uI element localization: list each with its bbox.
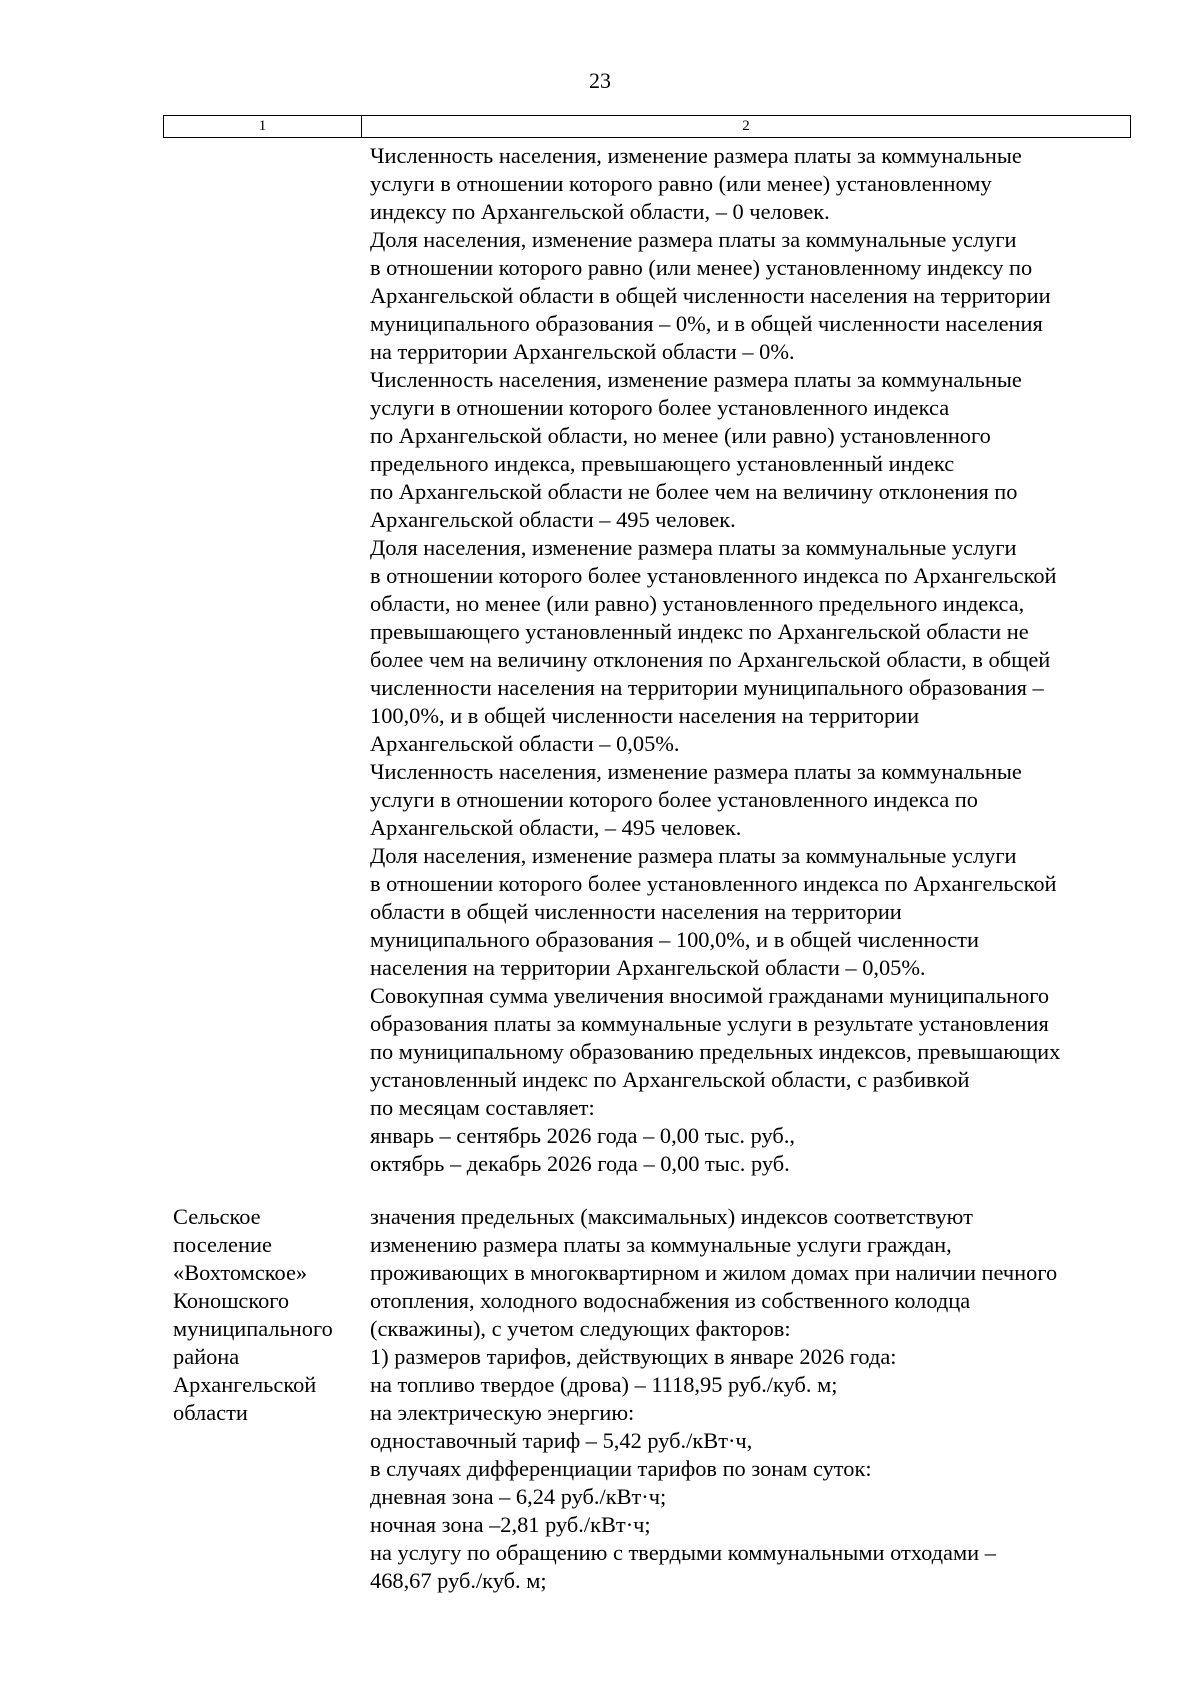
municipality-name-line: Архангельской [173, 1372, 317, 1397]
municipality-name-line: муниципального [173, 1316, 333, 1341]
text-line: изменению размера платы за коммунальные услуги граждан, [370, 1232, 952, 1257]
text-line: 1) размеров тарифов, действующих в январе 2026 года: [370, 1344, 897, 1369]
index-factors-text-block [370, 1203, 1130, 1595]
municipality-name-line: поселение [173, 1232, 272, 1257]
text-line: в отношении которого более установленного индекса по Архангельской [370, 871, 1057, 896]
municipality-name [173, 1203, 363, 1427]
text-line: численности населения на территории муниципального образования – [370, 675, 1044, 700]
text-line: на услугу по обращению с твердыми коммунальными отходами – [370, 1540, 996, 1565]
text-line: Численность населения, изменение размера платы за коммунальные [370, 759, 1022, 784]
text-line: в отношении которого более установленного индекса по Архангельской [370, 563, 1057, 588]
municipality-name-line: «Вохтомское» [173, 1260, 308, 1285]
text-line: Доля населения, изменение размера платы за коммунальные услуги [370, 227, 1017, 252]
text-line: установленный индекс по Архангельской области, с разбивкой [370, 1067, 970, 1092]
text-line: на территории Архангельской области – 0%. [370, 339, 795, 364]
text-line: январь – сентябрь 2026 года – 0,00 тыс. руб., [370, 1123, 796, 1148]
text-line: проживающих в многоквартирном и жилом домах при наличии печного [370, 1260, 1058, 1285]
text-line: области, но менее (или равно) установленного предельного индекса, [370, 591, 1025, 616]
text-line: дневная зона – 6,24 руб./кВт·ч; [370, 1484, 667, 1509]
text-line: индексу по Архангельской области, – 0 человек. [370, 199, 830, 224]
text-line: Архангельской области – 0,05%. [370, 731, 680, 756]
text-line: Архангельской области в общей численности населения на территории [370, 283, 1051, 308]
indicators-text-block [370, 142, 1130, 1178]
text-line: 100,0%, и в общей численности населения на территории [370, 703, 920, 728]
municipality-name-line: Сельское [173, 1204, 261, 1229]
table-header-col1: 1 [164, 116, 362, 137]
table-header-row [163, 115, 1131, 138]
text-line: услуги в отношении которого равно (или менее) установленному [370, 171, 992, 196]
text-line: 468,67 руб./куб. м; [370, 1568, 547, 1593]
page-number: 23 [589, 68, 611, 93]
text-line: Совокупная сумма увеличения вносимой гражданами муниципального [370, 983, 1050, 1008]
text-line: Архангельской области – 495 человек. [370, 507, 736, 532]
text-line: образования платы за коммунальные услуги в результате установления [370, 1011, 1049, 1036]
text-line: Численность населения, изменение размера платы за коммунальные [370, 367, 1022, 392]
text-line: на топливо твердое (дрова) – 1118,95 руб./куб. м; [370, 1372, 838, 1397]
text-line: на электрическую энергию: [370, 1400, 635, 1425]
text-line: предельного индекса, превышающего установленный индекс [370, 451, 955, 476]
text-line: по Архангельской области не более чем на величину отклонения по [370, 479, 1018, 504]
text-line: ночная зона –2,81 руб./кВт·ч; [370, 1512, 651, 1537]
text-line: октябрь – декабрь 2026 года – 0,00 тыс. руб. [370, 1151, 790, 1176]
text-line: по месяцам составляет: [370, 1095, 595, 1120]
municipality-name-line: района [173, 1344, 240, 1369]
municipality-name-line: Коношского [173, 1288, 290, 1313]
text-line: муниципального образования – 0%, и в общей численности населения [370, 311, 1043, 336]
text-line: Архангельской области, – 495 человек. [370, 815, 742, 840]
text-line: Доля населения, изменение размера платы за коммунальные услуги [370, 535, 1017, 560]
text-line: более чем на величину отклонения по Архангельской области, в общей [370, 647, 1051, 672]
text-line: (скважины), с учетом следующих факторов: [370, 1316, 791, 1341]
text-line: отопления, холодного водоснабжения из собственного колодца [370, 1288, 971, 1313]
text-line: по муниципальному образованию предельных индексов, превышающих [370, 1039, 1061, 1064]
text-line: превышающего установленный индекс по Архангельской области не [370, 619, 1029, 644]
text-line: услуги в отношении которого более установленного индекса [370, 395, 950, 420]
text-line: Доля населения, изменение размера платы за коммунальные услуги [370, 843, 1017, 868]
text-line: значения предельных (максимальных) индексов соответствуют [370, 1204, 973, 1229]
text-line: в случаях дифференциации тарифов по зонам суток: [370, 1456, 872, 1481]
text-line: одноставочный тариф – 5,42 руб./кВт·ч, [370, 1428, 753, 1453]
text-line: населения на территории Архангельской области – 0,05%. [370, 955, 926, 980]
text-line: по Архангельской области, но менее (или равно) установленного [370, 423, 991, 448]
text-line: муниципального образования – 100,0%, и в общей численности [370, 927, 979, 952]
text-line: в отношении которого равно (или менее) установленному индексу по [370, 255, 1033, 280]
text-line: услуги в отношении которого более установленного индекса по [370, 787, 978, 812]
table-header-col2: 2 [742, 118, 750, 134]
municipality-name-line: области [173, 1400, 248, 1425]
text-line: области в общей численности населения на территории [370, 899, 902, 924]
text-line: Численность населения, изменение размера платы за коммунальные [370, 143, 1022, 168]
